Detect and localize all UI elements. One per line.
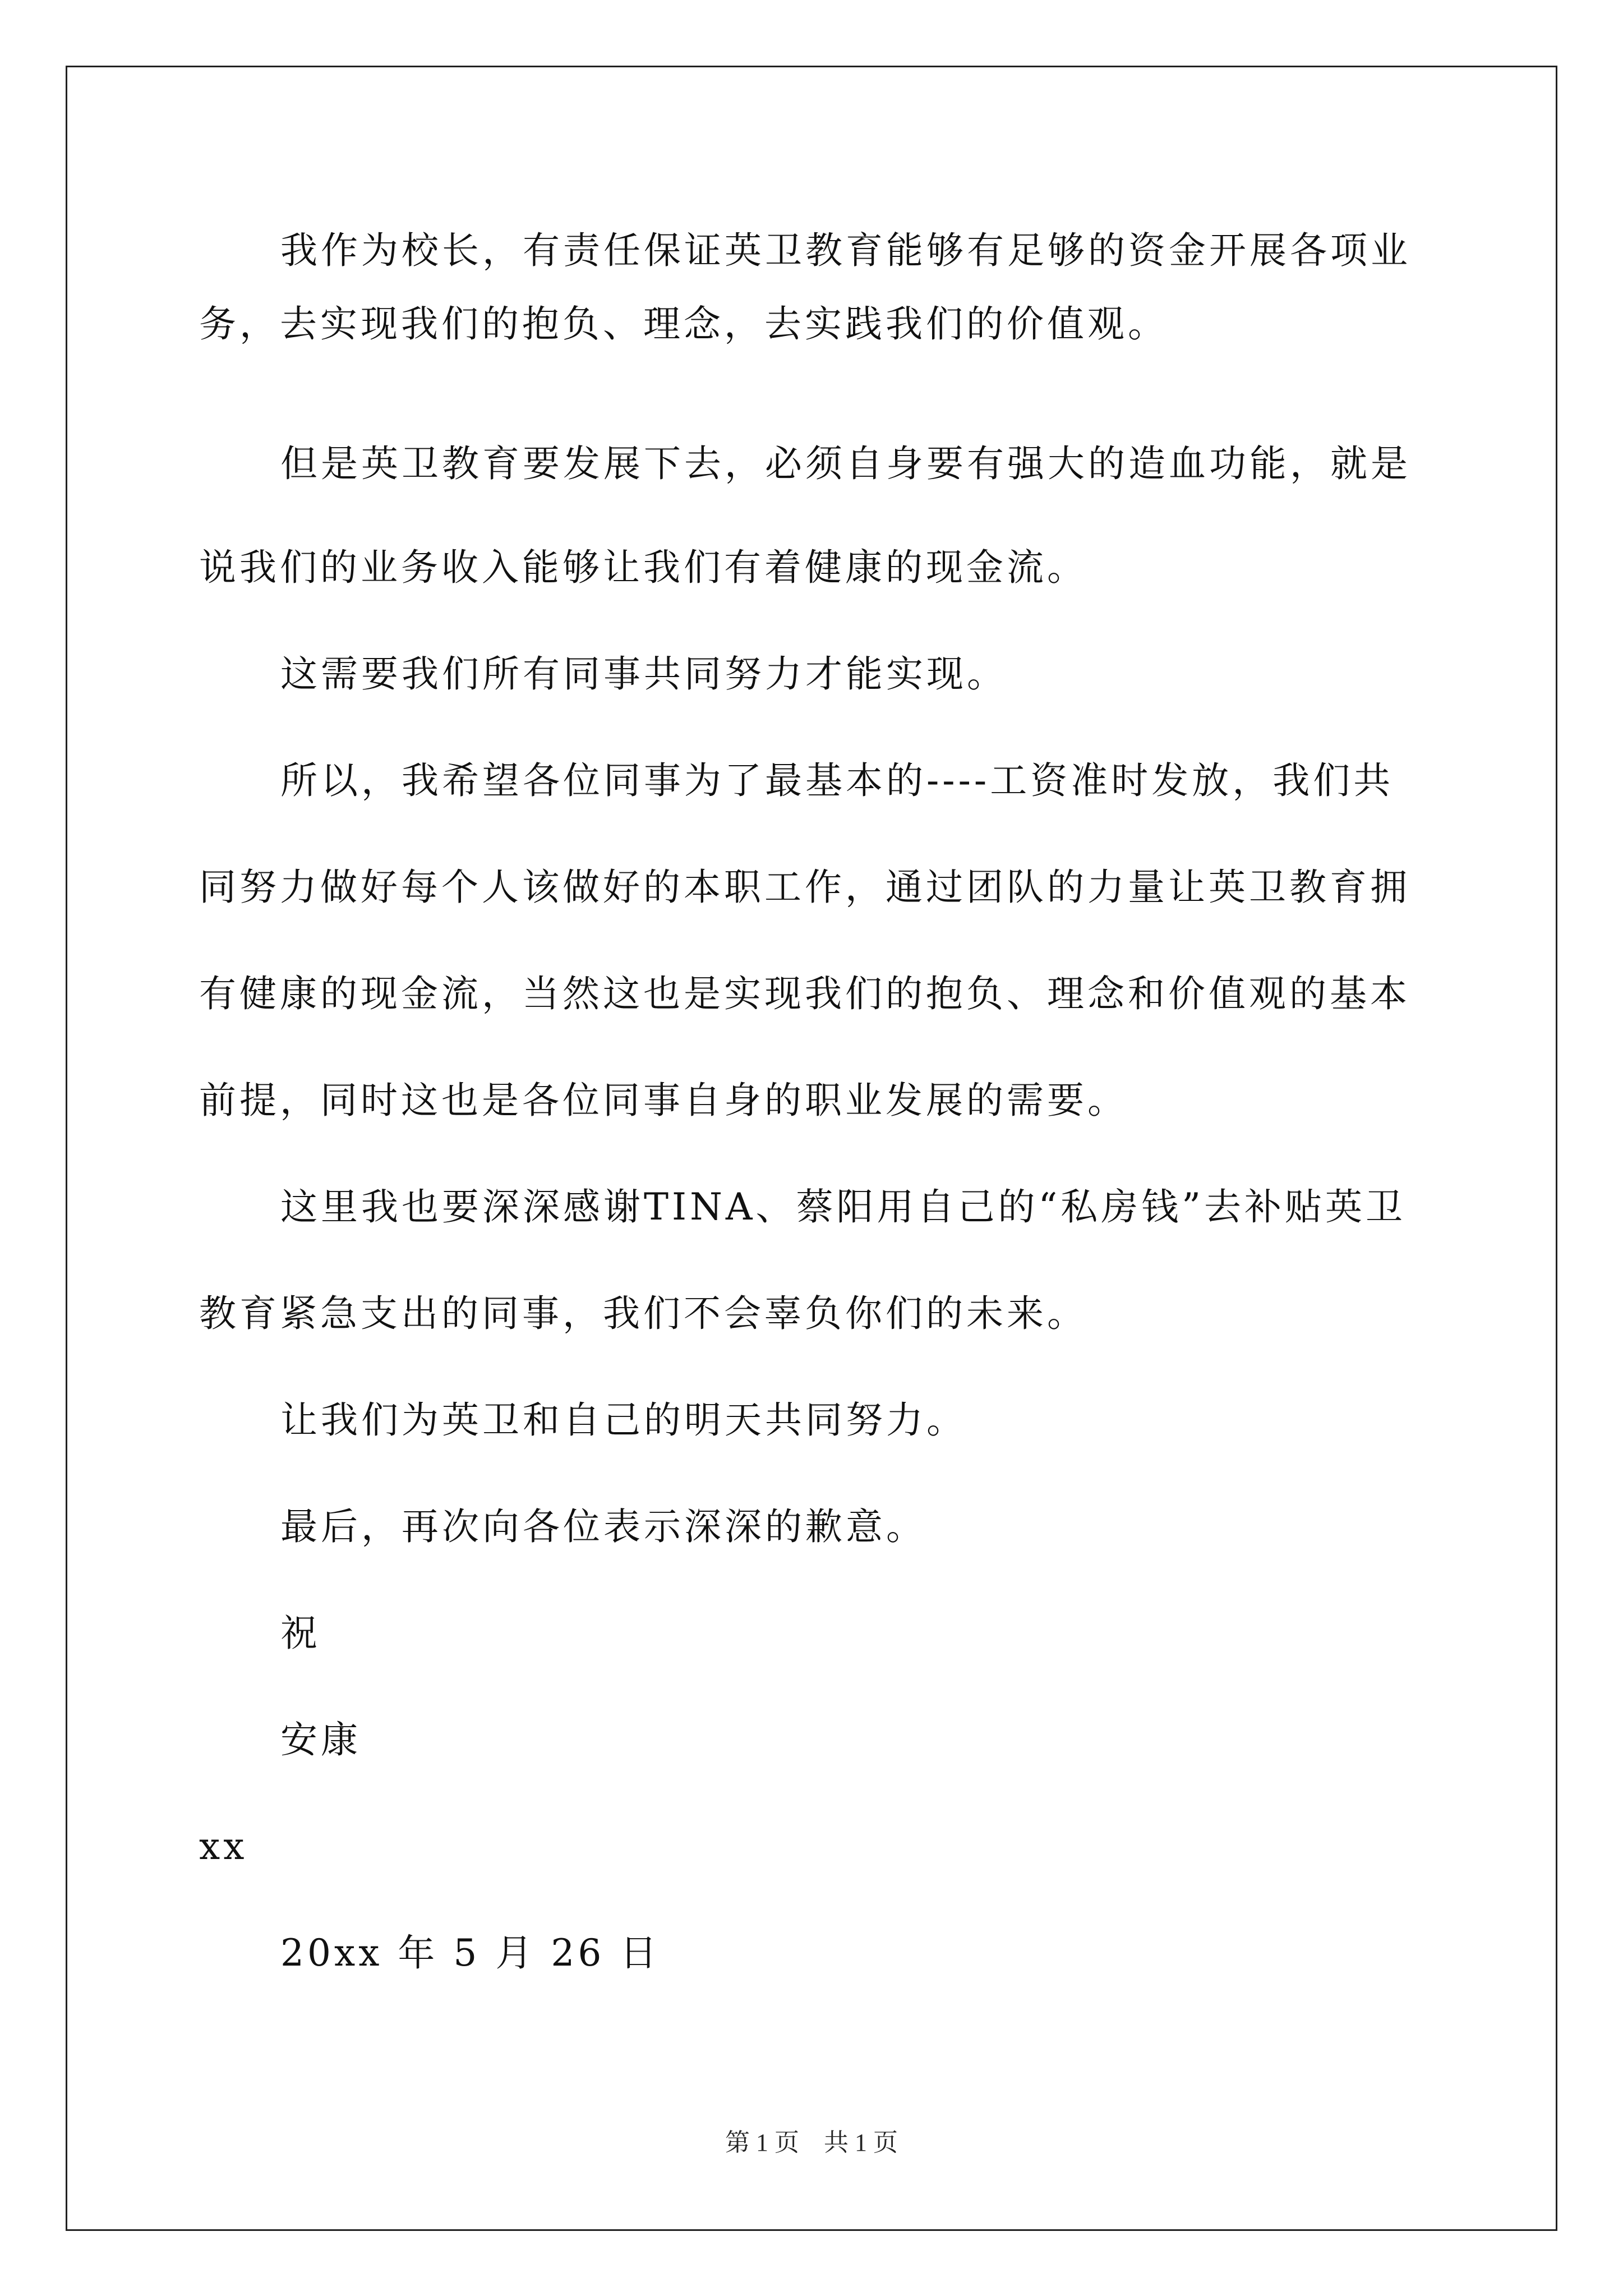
page-number-footer: 第 1 页 共 1 页 — [725, 2129, 898, 2156]
paragraph-4-line-4: 前提，同时这也是各位同事自身的职业发展的需要。 — [199, 1079, 1128, 1122]
paragraph-7-line-1: 最后，再次向各位表示深深的歉意。 — [280, 1505, 926, 1548]
paragraph-1-line-1: 我作为校长，有责任保证英卫教育能够有足够的资金开展各项业 — [280, 229, 1411, 272]
closing-wish: 安康 — [280, 1718, 361, 1761]
paragraph-3-line-1: 这需要我们所有同事共同努力才能实现。 — [280, 652, 1007, 696]
page-border — [66, 66, 1557, 2231]
signature: xx — [199, 1825, 248, 1868]
paragraph-1-line-2: 务，去实现我们的抱负、理念，去实践我们的价值观。 — [199, 302, 1168, 346]
paragraph-4-line-2: 同努力做好每个人该做好的本职工作，通过团队的力量让英卫教育拥 — [199, 866, 1410, 909]
closing-greeting: 祝 — [280, 1612, 321, 1655]
signature-date: 20xx 年 5 月 26 日 — [280, 1931, 661, 1975]
paragraph-4-line-3: 有健康的现金流，当然这也是实现我们的抱负、理念和价值观的基本 — [199, 972, 1410, 1015]
paragraph-5-line-2: 教育紧急支出的同事，我们不会辜负你们的未来。 — [199, 1292, 1087, 1335]
paragraph-6-line-1: 让我们为英卫和自己的明天共同努力。 — [280, 1398, 967, 1442]
paragraph-5-line-1: 这里我也要深深感谢TINA、蔡阳用自己的“私房钱”去补贴英卫 — [280, 1185, 1406, 1228]
paragraph-4-line-1: 所以，我希望各位同事为了最基本的----工资准时发放，我们共 — [280, 759, 1394, 802]
paragraph-2-line-2: 说我们的业务收入能够让我们有着健康的现金流。 — [199, 546, 1087, 589]
paragraph-2-line-1: 但是英卫教育要发展下去，必须自身要有强大的造血功能，就是 — [280, 442, 1411, 485]
